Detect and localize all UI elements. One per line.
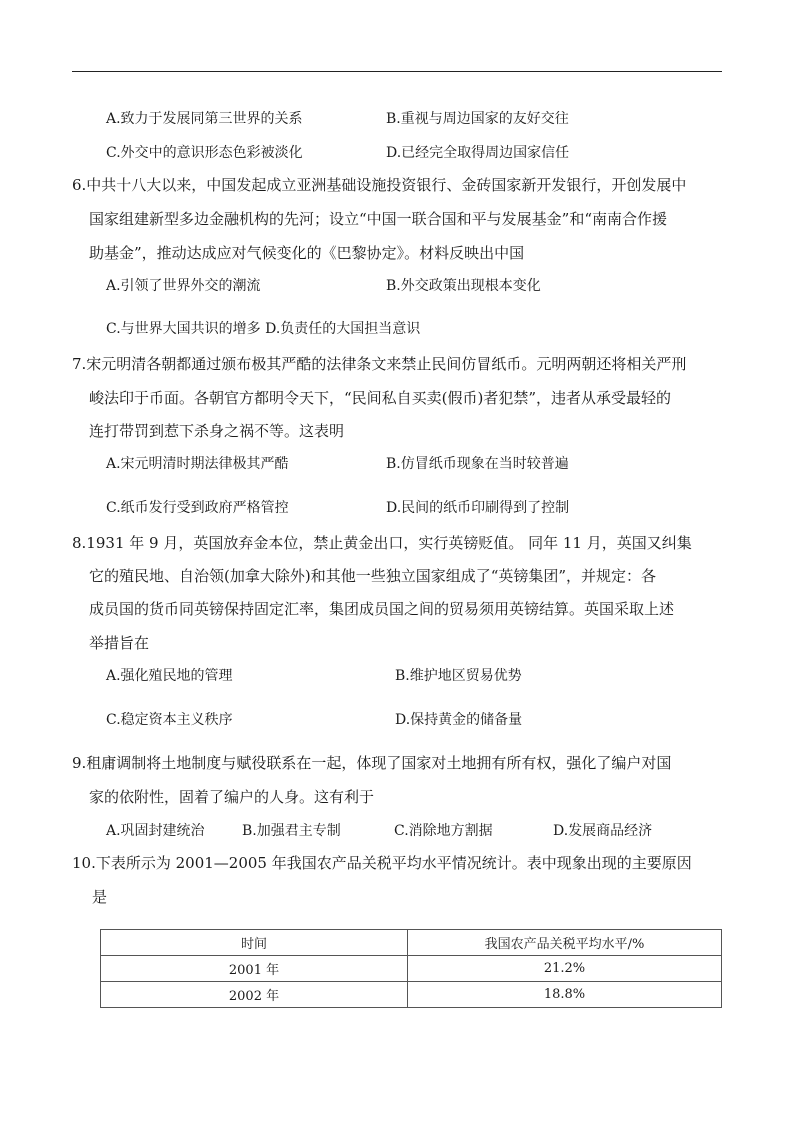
q9-stem-line: 家的依附性，固着了编户的人身。这有利于 bbox=[89, 788, 375, 806]
q7-option-b: B.仿冒纸币现象在当时较普遍 bbox=[386, 456, 569, 472]
q5-option-c: C.外交中的意识形态色彩被淡化 bbox=[106, 145, 303, 161]
q7-option-d: D.民间的纸币印刷得到了控制 bbox=[386, 500, 570, 516]
q10-stem-line: 是 bbox=[92, 888, 108, 906]
table-header-row bbox=[101, 930, 722, 956]
q8-option-b: B.维护地区贸易优势 bbox=[395, 668, 522, 684]
header-rule bbox=[72, 71, 722, 72]
q9-stem-line: 9.租庸调制将土地制度与赋役联系在一起，体现了国家对土地拥有所有权，强化了编户对国 bbox=[72, 754, 672, 772]
tariff-table bbox=[100, 929, 722, 1008]
q5-option-b: B.重视与周边国家的友好交往 bbox=[386, 111, 569, 127]
q9-option-d: D.发展商品经济 bbox=[553, 823, 653, 839]
q6-stem-line: 6.中共十八大以来，中国发起成立亚洲基础设施投资银行、金砖国家新开发银行，开创发展中 bbox=[72, 176, 687, 194]
q6-option-b: B.外交政策出现根本变化 bbox=[386, 278, 541, 294]
q5-option-d: D.已经完全取得周边国家信任 bbox=[386, 145, 570, 161]
q7-stem-line: 7.宋元明清各朝都通过颁布极其严酷的法律条文来禁止民间仿冒纸币。元明两朝还将相关严刑 bbox=[72, 355, 687, 373]
table-cell: 2002 年 bbox=[101, 982, 408, 1008]
q8-stem-line: 它的殖民地、自治领(加拿大除外)和其他一些独立国家组成了“英镑集团”，并规定：各 bbox=[89, 567, 657, 585]
table-cell: 2001 年 bbox=[101, 956, 408, 982]
q9-option-a: A.巩固封建统治 bbox=[106, 823, 205, 839]
q8-stem-line: 8.1931 年 9 月，英国放弃金本位，禁止黄金出口，实行英镑贬值。 同年 11 月，英国又纠集 bbox=[72, 534, 692, 552]
q7-option-c: C.纸币发行受到政府严格管控 bbox=[106, 500, 289, 516]
table-header-cell: 我国农产品关税平均水平/% bbox=[408, 930, 722, 956]
q6-stem-line: 国家组建新型多边金融机构的先河；设立“中国一联合国和平与发展基金”和“南南合作援 bbox=[89, 210, 668, 228]
table-row bbox=[101, 956, 722, 982]
q8-option-c: C.稳定资本主义秩序 bbox=[106, 712, 233, 728]
q8-stem-line: 成员国的货币同英镑保持固定汇率，集团成员国之间的贸易须用英镑结算。英国采取上述 bbox=[89, 600, 675, 618]
q8-option-d: D.保持黄金的储备量 bbox=[395, 712, 523, 728]
q9-option-b: B.加强君主专制 bbox=[242, 823, 341, 839]
q10-stem-line: 10.下表所示为 2001—2005 年我国农产品关税平均水平情况统计。表中现象出现的主要原因 bbox=[72, 854, 692, 872]
q7-stem-line: 连打带罚到惹下杀身之祸不等。这表明 bbox=[89, 422, 345, 440]
q8-stem-line: 举措旨在 bbox=[89, 634, 150, 652]
table-row bbox=[101, 982, 722, 1008]
q6-option-cd: C.与世界大国共识的增多 D.负责任的大国担当意识 bbox=[106, 321, 421, 337]
q9-option-c: C.消除地方割据 bbox=[394, 823, 493, 839]
table-cell: 18.8% bbox=[408, 982, 722, 1008]
q7-option-a: A.宋元明清时期法律极其严酷 bbox=[106, 456, 289, 472]
q7-stem-line: 峻法印于币面。各朝官方都明令天下，“民间私自买卖(假币)者犯禁”，违者从承受最轻的 bbox=[89, 389, 672, 407]
q5-option-a: A.致力于发展同第三世界的关系 bbox=[106, 111, 303, 127]
q8-option-a: A.强化殖民地的管理 bbox=[106, 668, 233, 684]
table-header-cell: 时间 bbox=[101, 930, 408, 956]
q6-stem-line: 助基金”，推动达成应对气候变化的《巴黎协定》。材料反映出中国 bbox=[89, 244, 525, 262]
table-cell: 21.2% bbox=[408, 956, 722, 982]
q6-option-a: A.引领了世界外交的潮流 bbox=[106, 278, 261, 294]
